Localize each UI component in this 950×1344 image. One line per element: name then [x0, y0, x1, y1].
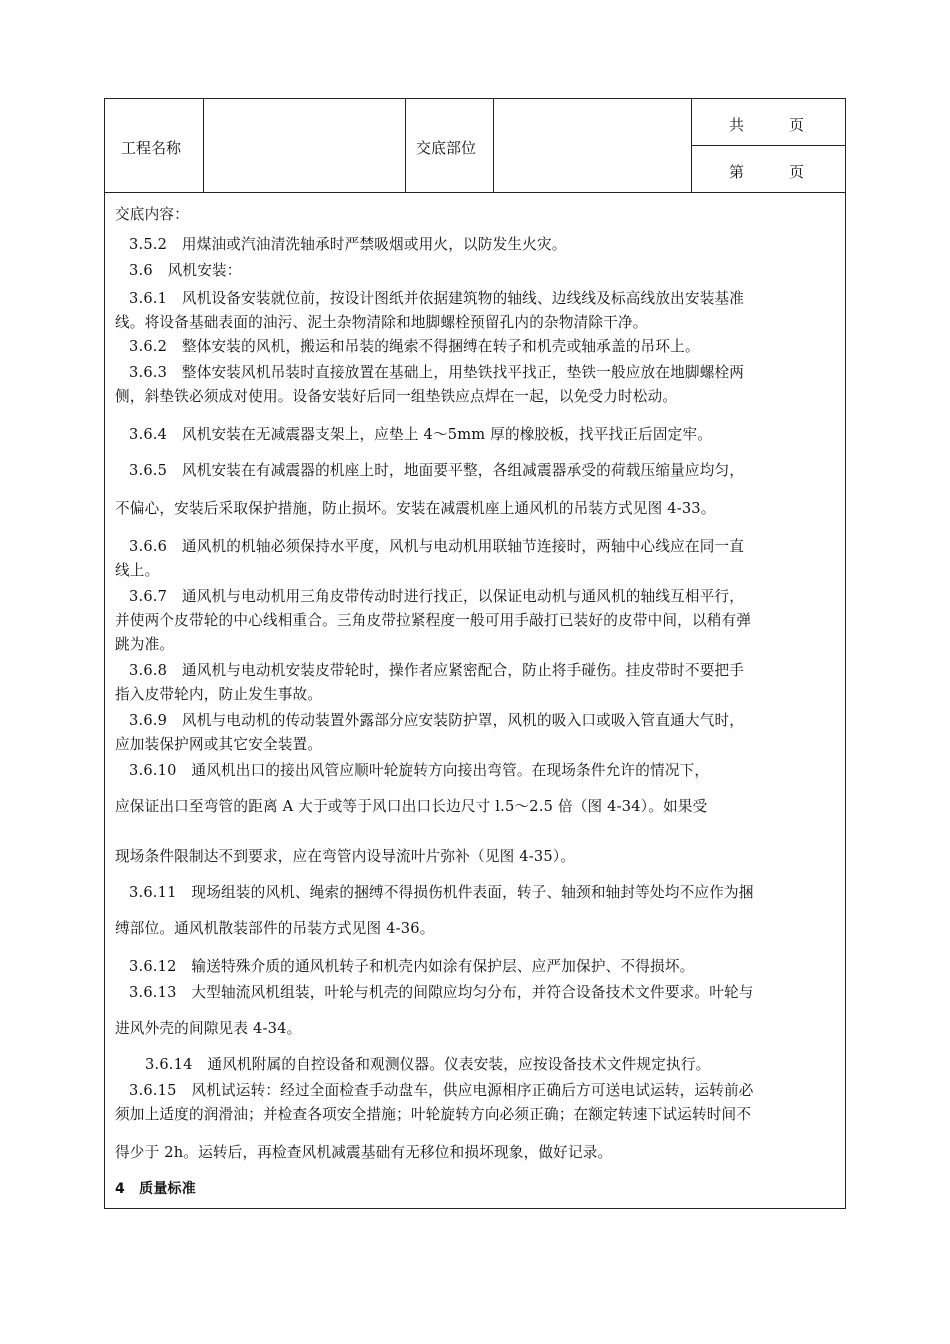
content-line: 3.6.6 通风机的机轴必须保持水平度，风机与电动机用联轴节连接时，两轴中心线应在同一直 — [129, 538, 745, 555]
divider — [691, 145, 845, 146]
content-line: 3.6.12 输送特殊介质的通风机转子和机壳内如涂有保护层、应严加保护、不得损坏。 — [129, 958, 695, 975]
content-line: 得少于 2h。运转后，再检查风机减震基础有无移位和损坏现象，做好记录。 — [115, 1144, 613, 1161]
content-area — [105, 193, 845, 1208]
header-table — [105, 99, 845, 193]
content-line: 3.6.3 整体安装风机吊装时直接放置在基础上，用垫铁找平找正，垫铁一般应放在地脚螺栓两 — [129, 364, 745, 381]
content-line: 3.6.1 风机设备安装就位前，按设计图纸并依据建筑物的轴线、边线线及标高线放出安装基准 — [129, 290, 745, 307]
content-line: 应加装保护网或其它安全装置。 — [115, 736, 323, 753]
content-line: 3.6.9 风机与电动机的传动装置外露部分应安装防护罩，风机的吸入口或吸入管直通大气时， — [129, 712, 745, 729]
content-line: 侧，斜垫铁必须成对使用。设备安装好后同一组垫铁应点焊在一起，以免受力时松动。 — [115, 388, 678, 405]
content-line: 3.6.11 现场组装的风机、绳索的捆缚不得损伤机件表面，转子、轴颈和轴封等处均不应作为捆 — [129, 884, 754, 901]
content-line: 3.6.14 通风机附属的自控设备和观测仪器。仪表安装，应按设备技术文件规定执行。 — [145, 1056, 711, 1073]
content-line: 3.6.8 通风机与电动机安装皮带轮时，操作者应紧密配合，防止将手碰伤。挂皮带时不要把手 — [129, 662, 745, 679]
section-heading: 4 质量标准 — [115, 1181, 196, 1197]
content-line: 3.6.7 通风机与电动机用三角皮带传动时进行找正，以保证电动机与通风机的轴线互相平行， — [129, 588, 745, 605]
content-title: 交底内容： — [115, 206, 189, 223]
content-line: 不偏心，安装后采取保护措施，防止损坏。安装在减震机座上通风机的吊装方式见图 4-33。 — [115, 500, 716, 517]
content-line: 3.6.2 整体安装的风机，搬运和吊装的绳索不得捆缚在转子和机壳或轴承盖的吊环上。 — [129, 338, 700, 355]
content-line: 3.6.4 风机安装在无减震器支架上，应垫上 4～5mm 厚的橡胶板，找平找正后固定牢。 — [129, 426, 713, 443]
divider — [203, 99, 204, 192]
total-pages-label: 共 页 — [729, 116, 805, 134]
content-line: 3.6 风机安装： — [129, 262, 242, 279]
content-line: 3.6.15 风机试运转：经过全面检查手动盘车，供应电源相序正确后方可送电试运转，运转前必 — [129, 1082, 754, 1099]
content-line: 3.6.10 通风机出口的接出风管应顺叶轮旋转方向接出弯管。在现场条件允许的情况下， — [129, 762, 710, 779]
project-name-label: 工程名称 — [121, 139, 182, 157]
content-line: 3.6.5 风机安装在有减震器的机座上时，地面要平整，各组减震器承受的荷载压缩量应均匀， — [129, 462, 745, 479]
divider — [493, 99, 494, 192]
content-line: 线。将设备基础表面的油污、泥土杂物清除和地脚螺栓预留孔内的杂物清除干净。 — [115, 314, 648, 331]
content-line: 线上。 — [115, 562, 160, 579]
part-label: 交底部位 — [416, 139, 477, 157]
content-line: 须加上适度的润滑油；并检查各项安全措施；叶轮旋转方向必须正确；在额定转速下试运转时间不 — [115, 1106, 752, 1123]
content-line: 3.6.13 大型轴流风机组装，叶轮与机壳的间隙应均匀分布，并符合设备技术文件要求。叶轮与 — [129, 984, 754, 1001]
content-line: 指入皮带轮内，防止发生事故。 — [115, 686, 323, 703]
content-line: 3.5.2 用煤油或汽油清洗轴承时严禁吸烟或用火，以防发生火灾。 — [129, 236, 567, 253]
page-number-label: 第 页 — [729, 163, 805, 181]
content-line: 缚部位。通风机散装部件的吊装方式见图 4-36。 — [115, 920, 435, 937]
content-line: 现场条件限制达不到要求，应在弯管内设导流叶片弥补（见图 4-35）。 — [115, 848, 576, 865]
content-line: 跳为准。 — [115, 636, 175, 653]
disclosure-form — [104, 98, 846, 1209]
content-line: 并使两个皮带轮的中心线相重合。三角皮带拉紧程度一般可用手敲打已装好的皮带中间，以稍有弹 — [115, 612, 752, 629]
content-line: 进风外壳的间隙见表 4-34。 — [115, 1020, 302, 1037]
content-line: 应保证出口至弯管的距离 A 大于或等于风口出口长边尺寸 l.5～2.5 倍（图 4-34）。如果受 — [115, 798, 708, 815]
divider — [405, 99, 406, 192]
